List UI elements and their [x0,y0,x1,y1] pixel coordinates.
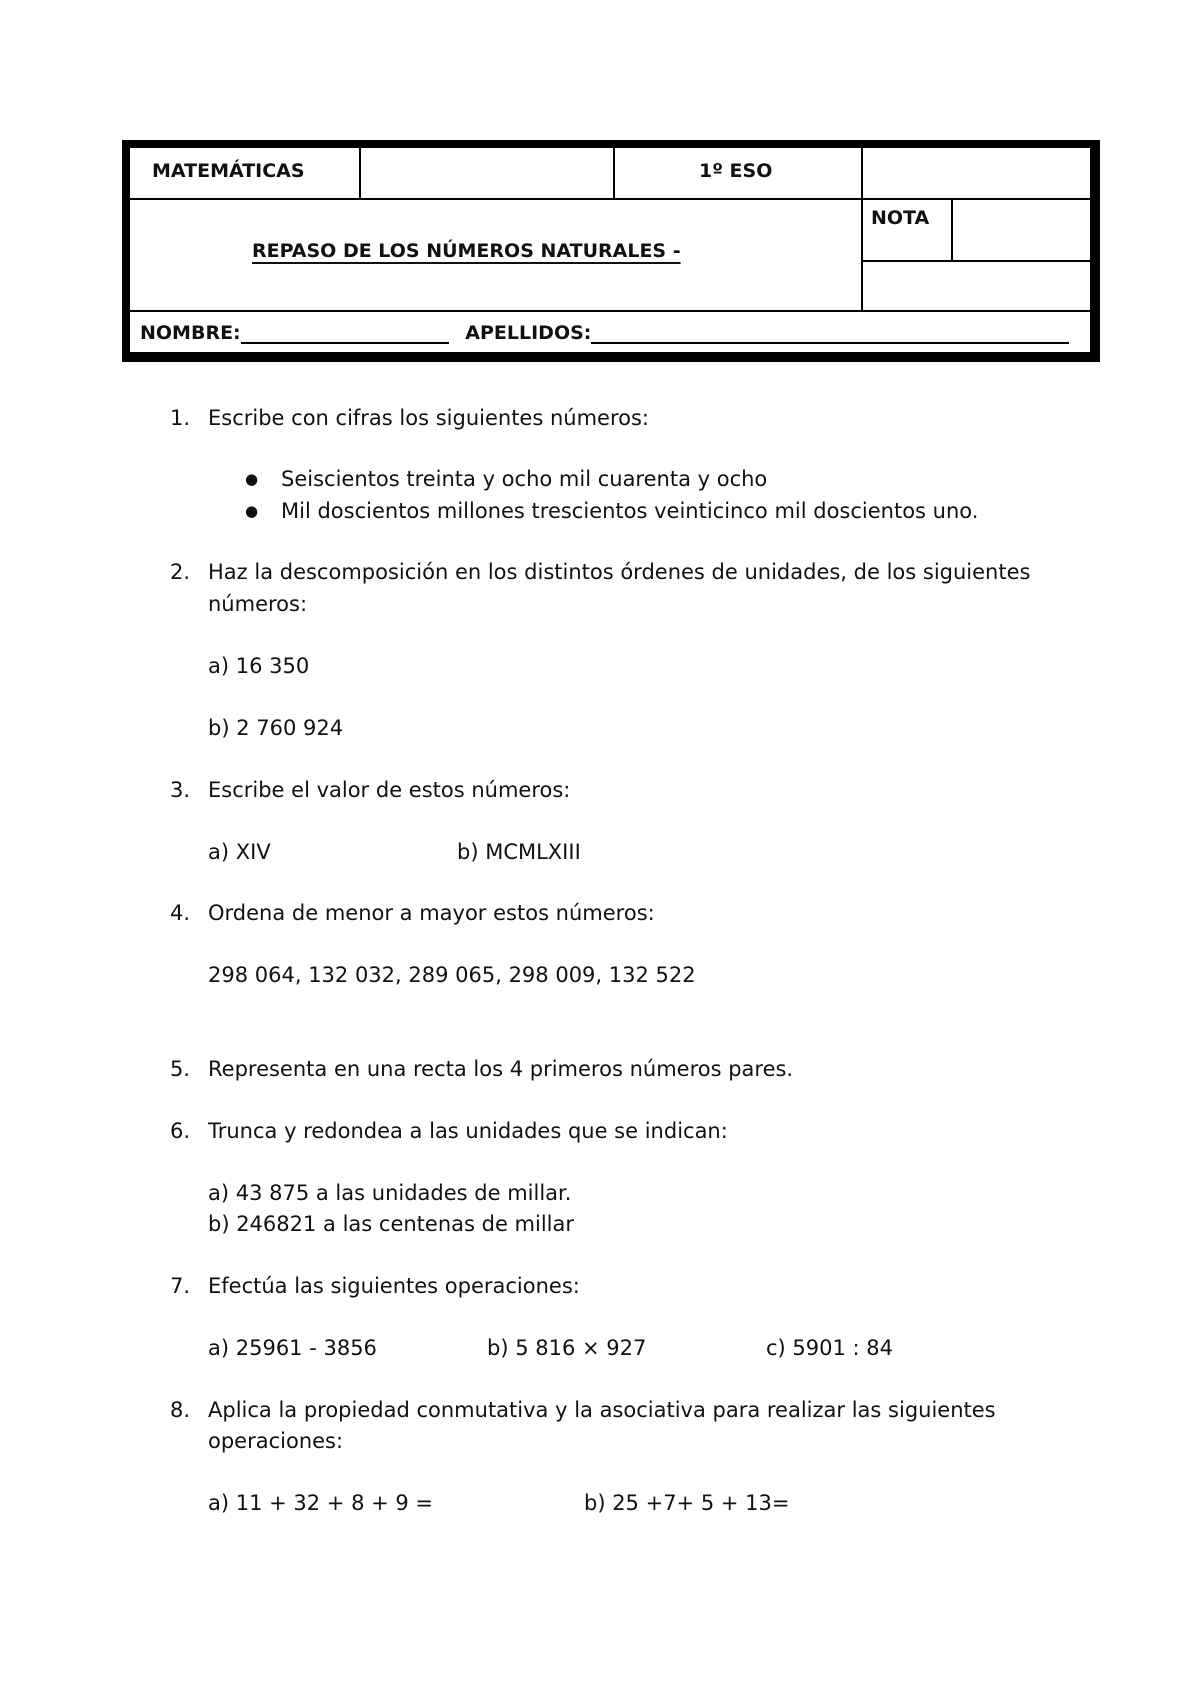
exercise-text: Haz la descomposición en los distintos órdenes de unidades, de los siguientes [208,560,1031,584]
exercise-number: 3. [170,778,191,802]
number-list: 298 064, 132 032, 289 065, 298 009, 132 522 [208,963,696,987]
worksheet-title: REPASO DE LOS NÚMEROS NATURALES - [252,240,681,262]
exercise-number: 5. [170,1057,191,1081]
grade-box [953,200,1092,262]
exercise-number: 6. [170,1119,191,1143]
exercise-text: Escribe con cifras los siguientes números: [208,406,649,430]
subject-cell: MATEMÁTICAS [130,148,361,200]
bullet-icon: ● [245,470,259,488]
exercise-text: Aplica la propiedad conmutativa y la asociativa para realizar las siguientes [208,1398,996,1422]
item-text: b) MCMLXIII [457,840,581,864]
grade-extra-box [863,262,1092,312]
item-text: a) 16 350 [208,654,310,678]
surname-line [591,322,1069,344]
item-text: b) 25 +7+ 5 + 13= [584,1491,790,1515]
item-text: a) XIV [208,840,271,864]
item-text: a) 25961 - 3856 [208,1336,377,1360]
exercise-text: Trunca y redondea a las unidades que se indican: [208,1119,728,1143]
item-text: c) 5901 : 84 [766,1336,894,1360]
name-line [241,322,449,344]
worksheet-header [122,140,1100,362]
bullet-icon: ● [245,502,259,520]
exercise-text: Escribe el valor de estos números: [208,778,571,802]
name-row [130,312,1092,354]
bullet-text: Seiscientos treinta y ocho mil cuarenta y ocho [281,467,768,491]
bullet-text: Mil doscientos millones trescientos veinticinco mil doscientos uno. [281,499,979,523]
blank-cell [863,148,1092,200]
exercise-number: 4. [170,901,191,925]
exercise-text: Efectúa las siguientes operaciones: [208,1274,580,1298]
exercise-number: 7. [170,1274,191,1298]
exercise-text: operaciones: [208,1429,344,1453]
course-cell: 1º ESO [615,148,863,200]
surname-label: APELLIDOS: [465,322,592,344]
name-label: NOMBRE: [140,322,241,344]
item-text: a) 43 875 a las unidades de millar. [208,1181,572,1205]
exercise-text: Ordena de menor a mayor estos números: [208,901,655,925]
item-text: b) 2 760 924 [208,716,344,740]
exercise-text: Representa en una recta los 4 primeros números pares. [208,1057,794,1081]
item-text: b) 5 816 × 927 [487,1336,647,1360]
exercise-text: números: [208,592,308,616]
title-cell [130,200,863,312]
blank-cell [361,148,615,200]
item-text: b) 246821 a las centenas de millar [208,1212,575,1236]
item-text: a) 11 + 32 + 8 + 9 = [208,1491,434,1515]
exercise-number: 8. [170,1398,191,1422]
exercise-number: 1. [170,406,191,430]
exercise-number: 2. [170,560,191,584]
grade-label: NOTA [863,200,953,262]
